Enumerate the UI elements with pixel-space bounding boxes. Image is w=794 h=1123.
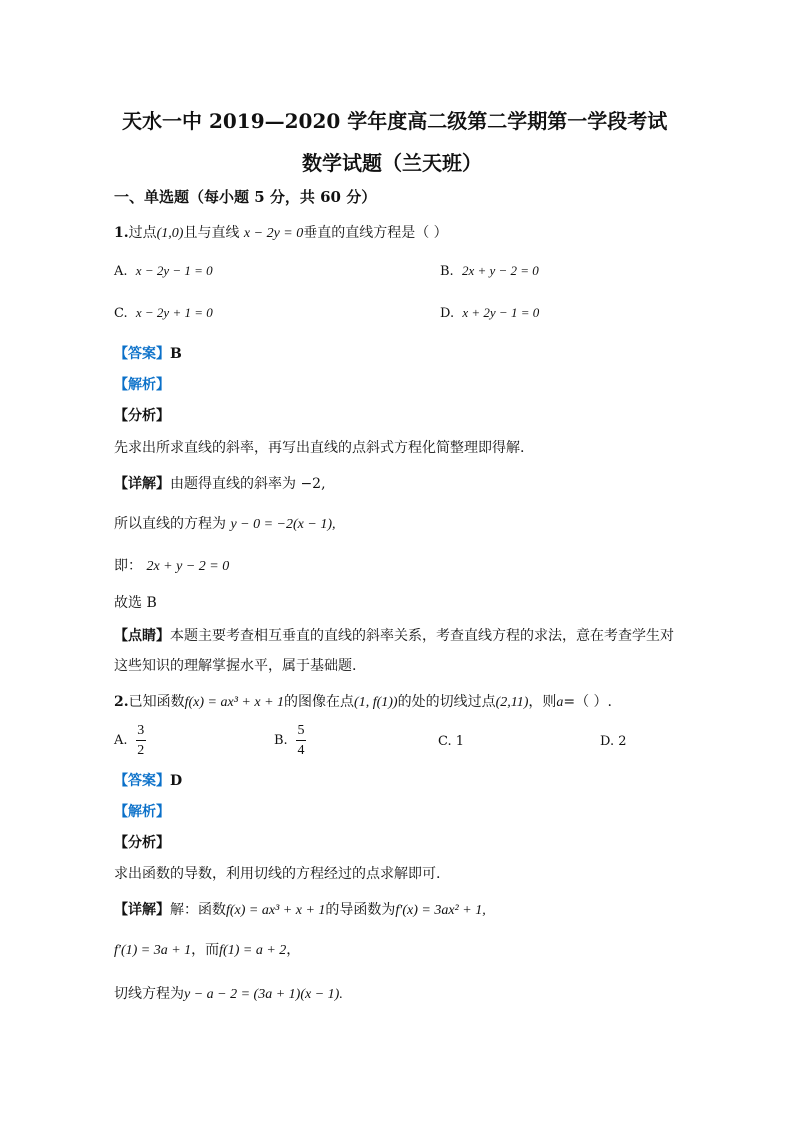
q1-conclusion: 故选 B (114, 595, 157, 611)
q2-answer: 【答案】D (114, 773, 183, 789)
q2-detail-3: 切线方程为y − a − 2 = (3a + 1)(x − 1). (114, 986, 343, 1002)
q1-comment-2: 这些知识的理解掌握水平，属于基础题. (114, 658, 357, 674)
q1-option-a[interactable]: A. x − 2y − 1 = 0 (114, 263, 213, 279)
q2-detail-2: f′(1) = 3a + 1，而f(1) = a + 2， (114, 942, 301, 958)
q2-analysis-tag: 【解析】 (114, 804, 170, 820)
page-subtitle: 数学试题（兰天班） (302, 151, 482, 175)
q1-comment-1: 【点睛】本题主要考查相互垂直的直线的斜率关系，考查直线方程的求法，意在考查学生对 (114, 628, 674, 644)
q1-number: 1. (114, 225, 129, 241)
section-heading: 一、单选题（每小题 5 分，共 60 分） (114, 188, 377, 206)
q1-detail-3: 即： 2x + y − 2 = 0 (114, 558, 230, 574)
q2-fenxi: 求出函数的导数，利用切线的方程经过的点求解即可. (114, 866, 441, 882)
q1-option-c[interactable]: C. x − 2y + 1 = 0 (114, 305, 213, 321)
q1-answer: 【答案】B (114, 346, 182, 362)
q2-stem: 2.已知函数f(x) = ax³ + x + 1的图像在点(1, f(1))的处的切线过点(2,11)，则a=（ ）. (114, 694, 613, 710)
q2-number: 2. (114, 694, 129, 710)
q1-option-b[interactable]: B. 2x + y − 2 = 0 (440, 263, 539, 279)
q1-option-d[interactable]: D. x + 2y − 1 = 0 (440, 305, 540, 321)
q1-detail-1: 【详解】由题得直线的斜率为 −2, (114, 476, 326, 492)
q2-option-d[interactable]: D. 2 (600, 734, 627, 749)
q1-fenxi: 先求出所求直线的斜率，再写出直线的点斜式方程化简整理即得解. (114, 440, 525, 456)
q1-analysis-tag: 【解析】 (114, 377, 170, 393)
q2-option-c[interactable]: C. 1 (438, 734, 465, 749)
q1-fenxi-tag: 【分析】 (114, 408, 170, 424)
q1-stem: 1.过点(1,0)且与直线 x − 2y = 0垂直的直线方程是（ ） (114, 225, 448, 241)
q2-fenxi-tag: 【分析】 (114, 835, 170, 851)
q2-detail-1: 【详解】解：函数f(x) = ax³ + x + 1的导函数为f′(x) = 3ax² + 1, (114, 902, 486, 918)
q2-option-b[interactable]: B. $\frac{5}{4}$ (274, 723, 305, 758)
page-title: 天水一中 2019—2020 学年度高二级第二学期第一学段考试 (122, 109, 668, 133)
q2-option-a[interactable]: A. $\frac{3}{2}$ (114, 723, 145, 758)
q1-detail-2: 所以直线的方程为 y − 0 = −2(x − 1), (114, 516, 336, 532)
